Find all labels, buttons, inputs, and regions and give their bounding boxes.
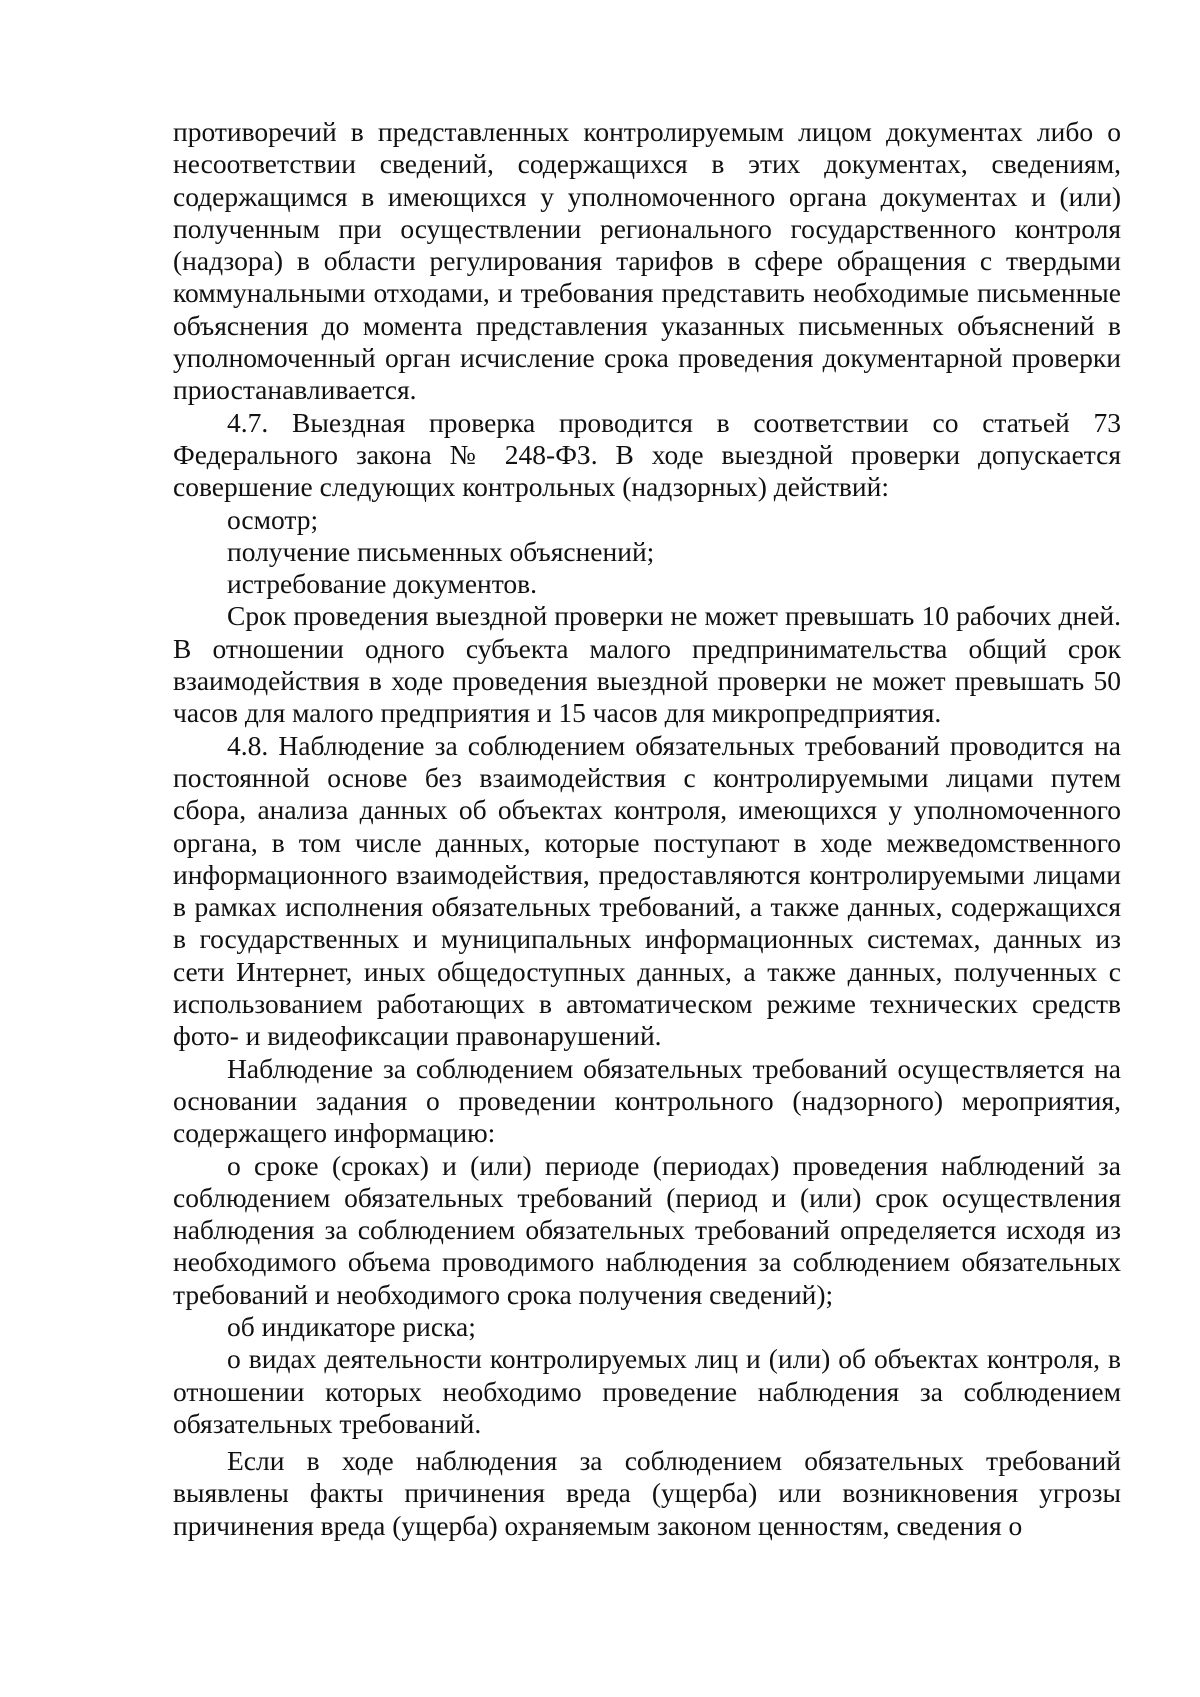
paragraph-inspection-term: Срок проведения выездной проверки не может превышать 10 рабочих дней. В отношении одного субъекта малого предпринимательства общий срок взаимодействия в ходе проведения выездной проверки не может превышать 50 часов для малого предприятия и 15 часов для микропредприятия.: [173, 600, 1121, 729]
paragraph-4-7: 4.7. Выездная проверка проводится в соответствии со статьей 73 Федерального закона № 248-ФЗ. В ходе выездной проверки допускается совершение следующих контрольных (надзорных) действий:: [173, 406, 1121, 503]
document-page: [173, 116, 1121, 1542]
list-item-document-request: истребование документов.: [227, 568, 538, 600]
paragraph-observation-basis: Наблюдение за соблюдением обязательных требований осуществляется на основании задания о проведении контрольного (надзорного) мероприятия, содержащего информацию:: [173, 1052, 1121, 1149]
list-item-risk-indicator: об индикаторе риска;: [227, 1310, 476, 1342]
list-item-written-explanations: получение письменных объяснений;: [227, 535, 655, 567]
list-item-activity-types: о видах деятельности контролируемых лиц и (или) об объектах контроля, в отношении которых необходимо проведение наблюдения за соблюдением обязательных требований.: [173, 1343, 1121, 1439]
paragraph-4-8: 4.8. Наблюдение за соблюдением обязательных требований проводится на постоянной основе без взаимодействия с контролируемыми лицами путем сбора, анализа данных об объектах контроля, имеющихся у уполномоченного органа, в том числе данных, которые поступают в ходе межведомственного информационного взаимодействия, предоставляются контролируемыми лицами в рамках исполнения обязательных требований, а также данных, содержащихся в государственных и муниципальных информационных системах, данных из сети Интернет, иных общедоступных данных, а также данных, полученных с использованием работающих в автоматическом режиме технических средств фото- и видеофиксации правонарушений.: [173, 729, 1121, 1052]
list-item-inspection: осмотр;: [227, 503, 319, 535]
list-item-observation-period: о сроке (сроках) и (или) периоде (периодах) проведения наблюдений за соблюдением обязательных требований (период и (или) срок осуществления наблюдения за соблюдением обязательных требований определяется исходя из необходимого объема проводимого наблюдения за соблюдением обязательных требований и необходимого срока получения сведений);: [173, 1149, 1121, 1310]
paragraph-continuation: противоречий в представленных контролируемым лицом документах либо о несоответствии сведений, содержащихся в этих документах, сведениям, содержащимся в имеющихся у уполномоченного органа документах и (или) полученным при осуществлении регионального государственного контроля (надзора) в области регулирования тарифов в сфере обращения с твердыми коммунальными отходами, и требования представить необходимые письменные объяснения до момента представления указанных письменных объяснений в уполномоченный орган исчисление срока проведения документарной проверки приостанавливается.: [173, 116, 1121, 406]
paragraph-harm-facts: Если в ходе наблюдения за соблюдением обязательных требований выявлены факты причинения вреда (ущерба) или возникновения угрозы причинения вреда (ущерба) охраняемым законом ценностям, сведения о: [173, 1445, 1121, 1541]
